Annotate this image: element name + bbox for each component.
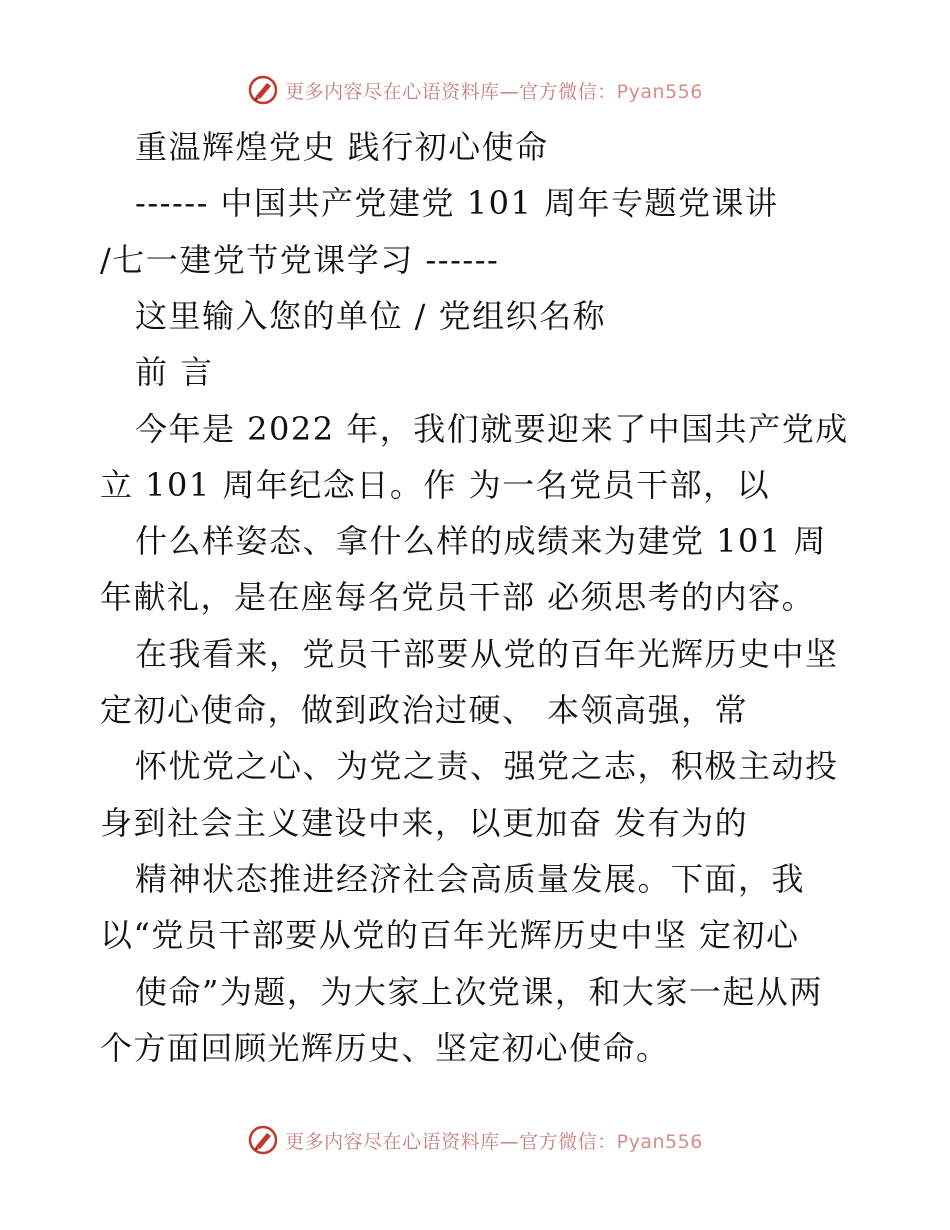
document-title: 重温辉煌党史 践行初心使命 bbox=[135, 128, 549, 166]
pen-logo-icon bbox=[247, 74, 279, 106]
text-line: 以“党员干部要从党的百年光辉历史中坚 定初心 bbox=[100, 916, 800, 954]
text-line: 定初心使命，做到政治过硬、 本领高强，常 bbox=[100, 691, 749, 729]
watermark-text: 更多内容尽在心语资料库—官方微信：Pyan556 bbox=[285, 1130, 703, 1153]
text-line: 个方面回顾光辉历史、坚定初心使命。 bbox=[100, 1029, 670, 1067]
text-line: 精神状态推进经济社会高质量发展。下面，我 bbox=[135, 860, 806, 898]
section-heading: 前 言 bbox=[135, 353, 214, 391]
watermark-text: 更多内容尽在心语资料库—官方微信：Pyan556 bbox=[285, 80, 703, 103]
text-line: 这里输入您的单位 / 党组织名称 bbox=[135, 297, 607, 335]
header-watermark bbox=[0, 70, 950, 110]
text-line: 怀忧党之心、为党之责、强党之志，积极主动投 bbox=[135, 747, 839, 785]
text-line: 使命”为题，为大家上次党课，和大家一起从两 bbox=[135, 973, 823, 1011]
pen-logo-icon bbox=[247, 1124, 279, 1156]
watermark-id: Pyan556 bbox=[616, 1130, 703, 1153]
text-line: 什么样姿态、拿什么样的成绩来为建党 101 周 bbox=[135, 522, 827, 560]
text-line: 身到社会主义建设中来，以更加奋 发有为的 bbox=[100, 804, 749, 842]
text-line: 年献礼，是在座每名党员干部 必须思考的内容。 bbox=[100, 578, 816, 616]
text-line: 立 101 周年纪念日。作 为一名党员干部，以 bbox=[100, 466, 771, 504]
text-line: /七一建党节党课学习 ------ bbox=[100, 241, 500, 279]
footer-watermark bbox=[0, 1120, 950, 1160]
text-line: 今年是 2022 年，我们就要迎来了中国共产党成 bbox=[135, 410, 849, 448]
watermark-id: Pyan556 bbox=[616, 80, 703, 103]
text-line: ------ 中国共产党建党 101 周年专题党课讲 bbox=[135, 184, 779, 222]
text-line: 在我看来，党员干部要从党的百年光辉历史中坚 bbox=[135, 635, 839, 673]
